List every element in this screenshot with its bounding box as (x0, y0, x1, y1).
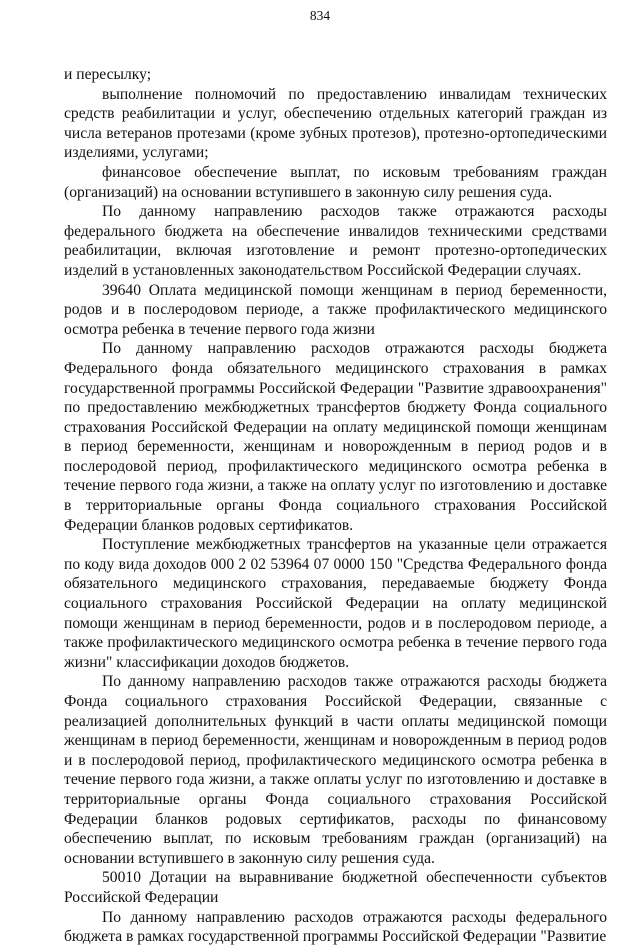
section-heading-50010: 50010 Дотации на выравнивание бюджетной обеспеченности субъектов Российской Федерации (64, 869, 607, 906)
document-body (64, 65, 607, 947)
paragraph-list-item-payments: финансовое обеспечение выплат, по исковым требованиям граждан (организаций) на основании вступившего в законную силу решения суда. (64, 163, 607, 201)
paragraph-social-insurance-expenses: По данному направлению расходов также отражаются расходы бюджета Фонда социального страхования Российской Федерации, связанные с реализацией дополнительных функций в части оплаты медицинской помощи женщинам в период беременности, женщинам и новорожденным в период родов и в послеродовой период, профилактического медицинского осмотра ребенка в течение первого года жизни, а также оплаты услуг по изготовлению и доставке в территориальные органы Фонда социального страхования Российской Федерации бланков родовых сертификатов, расходы по финансовому обеспечению выплат, по исковым требованиям граждан (организаций) на основании вступившего в законную силу решения суда. (64, 673, 607, 867)
paragraph-list-item-rehabilitation: выполнение полномочий по предоставлению инвалидам технических средств реабилитации и услуг, обеспечению отдельных категорий граждан из числа ветеранов протезами (кроме зубных протезов), протезно-ортопедическими изделиями, услугами; (64, 85, 607, 162)
paragraph-50010-description: По данному направлению расходов отражаются расходы федерального бюджета в рамках государственной программы Российской Федерации "Развитие (64, 908, 607, 946)
paragraph-continuation: и пересылку; (64, 66, 152, 83)
section-heading-39640: 39640 Оплата медицинской помощи женщинам в период беременности, родов и в послеродовом периоде, а также профилактического медицинского осмотра ребенка в течение первого года жизни (64, 281, 607, 338)
paragraph-income-code: Поступление межбюджетных трансфертов на указанные цели отражается по коду вида доходов 000 2 02 53964 07 0000 150 "Средства Федерального фонда обязательного медицинского страхования, передаваемые бюджету Фонда социального страхования Российской Федерации на оплату медицинской помощи женщинам в период беременности, родов и в послеродовом периоде, а также профилактического медицинского осмотра ребенка в течение первого года жизни" классификации доходов бюджетов. (64, 536, 607, 671)
paragraph-39640-description: По данному направлению расходов отражаются расходы бюджета Федерального фонда обязательного медицинского страхования в рамках государственной программы Российской Федерации "Развитие здравоохранения" по предоставлению межбюджетных трансфертов бюджету Фонда социального страхования Российской Федерации на оплату медицинской помощи женщинам в период беременности, женщинам и новорожденным в период родов и в послеродовой период, профилактического медицинского осмотра ребенка в течение первого года жизни, а также на оплату услуг по изготовлению и доставке в территориальные органы Фонда социального страхования Российской Федерации бланков родовых сертификатов. (64, 340, 607, 534)
paragraph-federal-budget-expenses: По данному направлению расходов также отражаются расходы федерального бюджета на обеспечение инвалидов техническими средствами реабилитации, включая изготовление и ремонт протезно-ортопедических изделий в установленных законодательством Российской Федерации случаях. (64, 203, 607, 279)
page-number: 834 (309, 8, 331, 23)
